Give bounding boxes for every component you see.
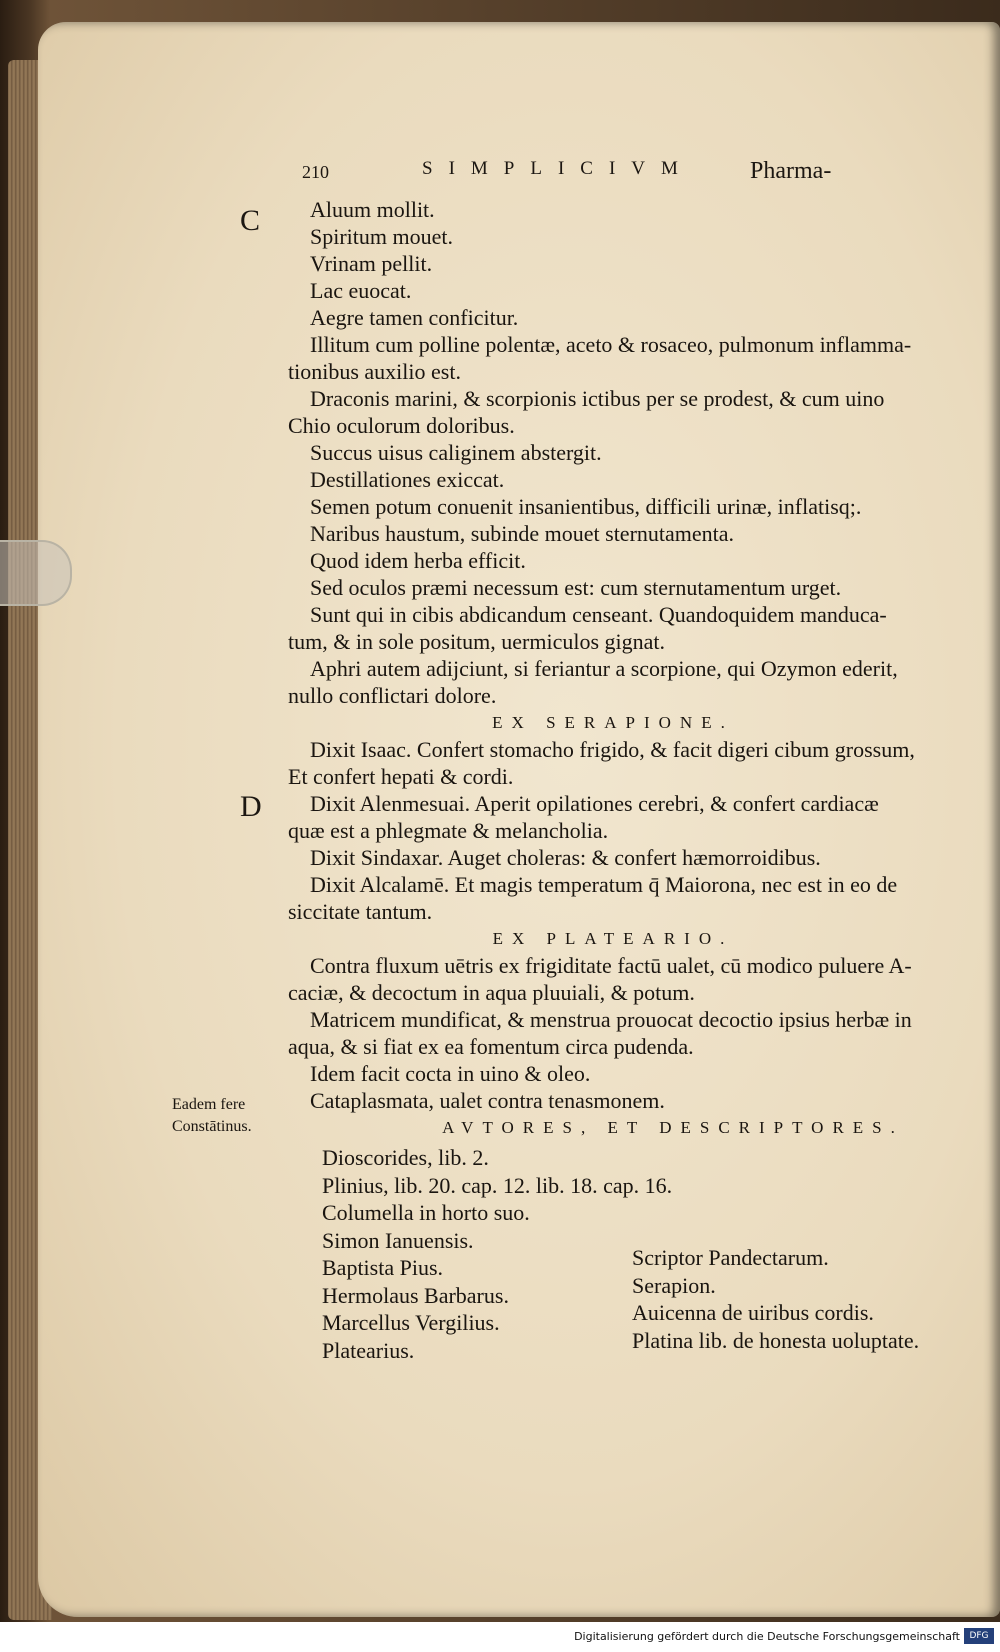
text-line: aqua, & si fiat ex ea fomentum circa pudenda. — [288, 1034, 694, 1059]
margin-note-line2: Constātinus. — [172, 1118, 252, 1135]
text-line: Draconis marini, & scorpionis ictibus per se prodest, & cum uino — [310, 386, 885, 411]
heading-autores: AVTORES, ET DESCRIPTORES. — [442, 1118, 904, 1137]
author-entry: Marcellus Vergilius. — [322, 1310, 500, 1335]
author-entry: Scriptor Pandectarum. — [632, 1245, 829, 1270]
page-clip — [0, 540, 72, 606]
text-line: Semen potum conuenit insanientibus, difficili urinæ, inflatisq;. — [310, 494, 862, 519]
text-line: Vrinam pellit. — [310, 251, 433, 276]
text-line: Quod idem herba efficit. — [310, 548, 526, 573]
footer-credit: Digitalisierung gefördert durch die Deutsche Forschungsgemeinschaft — [574, 1630, 960, 1643]
author-entry: Simon Ianuensis. — [322, 1227, 474, 1253]
page-number: 210 — [302, 162, 329, 182]
text-line: caciæ, & decoctum in aqua pluuiali, & potum. — [288, 980, 695, 1005]
heading-serapione: EX SERAPIONE. — [492, 713, 734, 732]
text-line: quæ est a phlegmate & melancholia. — [288, 818, 609, 843]
text-line: Naribus haustum, subinde mouet sternutamenta. — [310, 521, 735, 546]
text-line: Destillationes exiccat. — [310, 467, 505, 492]
text-line: Et confert hepati & cordi. — [288, 764, 514, 789]
author-entry: Columella in horto suo. — [322, 1200, 530, 1225]
body-lines — [288, 196, 978, 709]
running-title-continued: Pharma- — [750, 158, 832, 184]
text-line: tionibus auxilio est. — [288, 359, 461, 384]
text-line: Chio oculorum doloribus. — [288, 413, 515, 438]
page-header — [302, 158, 882, 192]
serapione-lines — [288, 736, 978, 925]
running-title: SIMPLICIVM — [422, 158, 694, 179]
author-entry: Hermolaus Barbarus. — [322, 1282, 509, 1308]
text-line: Succus uisus caliginem abstergit. — [310, 440, 602, 465]
margin-note-line1: Eadem fere — [172, 1096, 246, 1113]
text-line: tum, & in sole positum, uermiculos gignat. — [288, 629, 666, 654]
heading-plateario: EX PLATEARIO. — [492, 929, 734, 948]
text-line: Spiritum mouet. — [310, 224, 453, 249]
author-entry: Serapion. — [632, 1272, 716, 1298]
margin-mark-d: D — [240, 790, 262, 823]
text-line: Sunt qui in cibis abdicandum censeant. Quandoquidem manduca- — [310, 602, 887, 627]
text-line: Lac euocat. — [310, 278, 412, 303]
margin-mark-c: C — [240, 204, 261, 237]
footer-bar — [0, 1622, 1000, 1652]
dfg-logo: DFG — [964, 1628, 994, 1644]
text-line: Dixit Sindaxar. Auget choleras: & confert hæmorroidibus. — [310, 845, 821, 870]
text-line: Sed oculos præmi necessum est: cum sternutamentum urget. — [310, 575, 842, 600]
text-line: Illitum cum polline polentæ, aceto & rosaceo, pulmonum inflamma- — [310, 332, 912, 357]
author-entry: Plinius, lib. 20. cap. 12. lib. 18. cap. 16. — [322, 1172, 673, 1198]
author-entry: Dioscorides, lib. 2. — [322, 1145, 489, 1170]
main-text — [288, 196, 978, 1141]
author-entry: Baptista Pius. — [322, 1255, 444, 1280]
text-line: Aegre tamen conficitur. — [310, 305, 519, 330]
text-line: Cataplasmata, ualet contra tenasmonem. — [310, 1088, 665, 1113]
text-line: Idem facit cocta in uino & oleo. — [310, 1061, 591, 1086]
text-line: Aluum mollit. — [310, 197, 435, 222]
text-line: nullo conflictari dolore. — [288, 683, 497, 708]
text-line: Dixit Alcalamē. Et magis temperatum q̄ Maiorona, nec est in eo de — [310, 872, 898, 897]
author-entry: Auicenna de uiribus cordis. — [632, 1300, 874, 1325]
text-line: siccitate tantum. — [288, 899, 433, 924]
text-line: Matricem mundificat, & menstrua prouocat decoctio ipsius herbæ in — [310, 1007, 912, 1032]
author-entry: Platearius. — [322, 1337, 415, 1363]
authors-list-left — [322, 1144, 672, 1364]
text-line: Contra fluxum uētris ex frigiditate factū ualet, cū modico puluere A- — [310, 953, 912, 978]
margin-note — [172, 1094, 252, 1138]
text-line: Dixit Isaac. Confert stomacho frigido, & facit digeri cibum grossum, — [310, 737, 915, 762]
text-line: Dixit Alenmesuai. Aperit opilationes cerebri, & confert cardiacæ — [310, 791, 879, 816]
plateario-lines — [288, 952, 978, 1114]
text-line: Aphri autem adijciunt, si feriantur a scorpione, qui Ozymon ederit, — [310, 656, 898, 681]
authors-list-right — [632, 1244, 919, 1354]
author-entry: Platina lib. de honesta uoluptate. — [632, 1327, 920, 1353]
